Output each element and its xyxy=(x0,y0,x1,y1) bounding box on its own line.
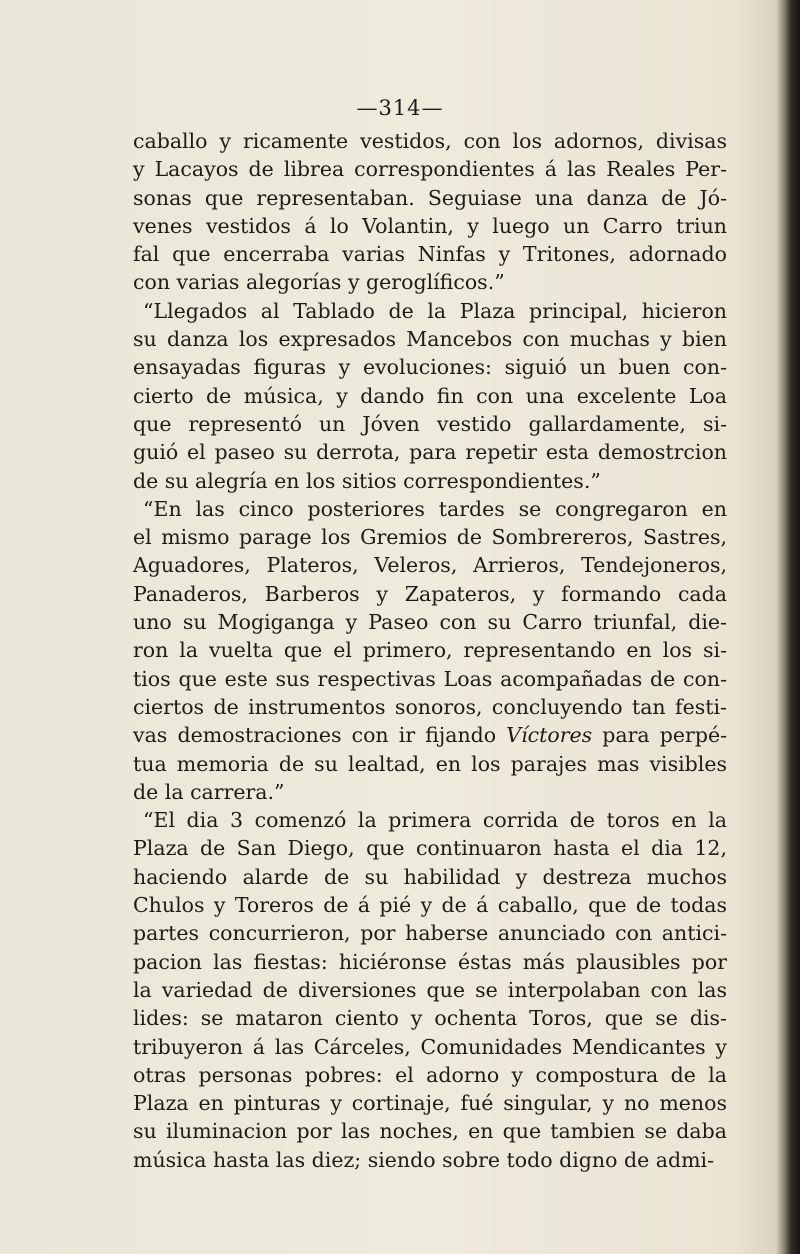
text-line: Plaza en pinturas y cortinaje, fué singular, y no menos xyxy=(133,1091,727,1116)
text-line: Aguadores, Plateros, Veleros, Arrieros, Tendejoneros, xyxy=(133,553,727,578)
page-edge-shadow xyxy=(786,0,800,1254)
body-text xyxy=(133,127,727,1174)
text-line: de la carrera.” xyxy=(133,779,285,804)
italic-word: Víctores xyxy=(506,723,593,748)
text-line: caballo y ricamente vestidos, con los adornos, divisas xyxy=(133,129,727,153)
text-line: otras personas pobres: el adorno y compostura de la xyxy=(133,1062,727,1087)
text-line: sonas que representaban. Seguiase una danza de Jó- xyxy=(133,185,727,210)
text-line: “El dia 3 comenzó la primera corrida de toros en la xyxy=(143,808,727,833)
text-line: ensayadas figuras y evoluciones: siguió un buen con- xyxy=(133,355,727,380)
page-number: —314— xyxy=(356,96,444,120)
text-line: “Llegados al Tablado de la Plaza principal, hicieron xyxy=(143,298,727,323)
text-line: de su alegría en los sitios correspondientes.” xyxy=(133,468,601,493)
text-line: y Lacayos de librea correspondientes á las Reales Per- xyxy=(133,157,727,182)
text-line: venes vestidos á lo Volantin, y luego un Carro triun xyxy=(133,213,727,238)
text-line: la variedad de diversiones que se interpolaban con las xyxy=(133,977,727,1002)
text-line: con varias alegorías y geroglíficos.” xyxy=(133,270,505,295)
text-line: guió el paseo su derrota, para repetir esta demostrcion xyxy=(133,440,727,465)
text-line: ciertos de instrumentos sonoros, concluyendo tan festi- xyxy=(133,694,727,719)
text-line: tribuyeron á las Cárceles, Comunidades Mendicantes y xyxy=(133,1034,727,1059)
text-line: tios que este sus respectivas Loas acompañadas de con- xyxy=(133,666,727,691)
text-line: tua memoria de su lealtad, en los parajes mas visibles xyxy=(133,751,727,776)
text-line: Plaza de San Diego, que continuaron hasta el dia 12, xyxy=(133,836,727,861)
text-line: “En las cinco posteriores tardes se congregaron en xyxy=(143,496,727,521)
text-line: música hasta las diez; siendo sobre todo digno de admi- xyxy=(133,1147,714,1172)
text-line: que representó un Jóven vestido gallardamente, si- xyxy=(133,411,727,436)
text-line: su iluminacion por las noches, en que tambien se daba xyxy=(133,1119,727,1144)
text-line: Chulos y Toreros de á pié y de á caballo, que de todas xyxy=(133,893,727,918)
text-line: ron la vuelta que el primero, representando en los si- xyxy=(133,638,727,663)
text-line: fal que encerraba varias Ninfas y Tritones, adornado xyxy=(133,242,727,267)
text-line: haciendo alarde de su habilidad y destreza muchos xyxy=(133,864,727,889)
text-line: uno su Mogiganga y Paseo con su Carro triunfal, die- xyxy=(133,610,727,635)
text-line: el mismo parage los Gremios de Sombrereros, Sastres, xyxy=(133,525,727,550)
text-line: Panaderos, Barberos y Zapateros, y formando cada xyxy=(133,581,727,606)
text-line: cierto de música, y dando fin con una excelente Loa xyxy=(133,383,727,408)
text-line: pacion las fiestas: hiciéronse éstas más plausibles por xyxy=(133,949,727,974)
text-line: lides: se mataron ciento y ochenta Toros, que se dis- xyxy=(133,1006,727,1031)
text-line: partes concurrieron, por haberse anunciado con antici- xyxy=(133,921,727,946)
text-line: vas demostraciones con ir fijando Víctores para perpé- xyxy=(133,723,727,748)
text-line: su danza los expresados Mancebos con muchas y bien xyxy=(133,327,727,352)
